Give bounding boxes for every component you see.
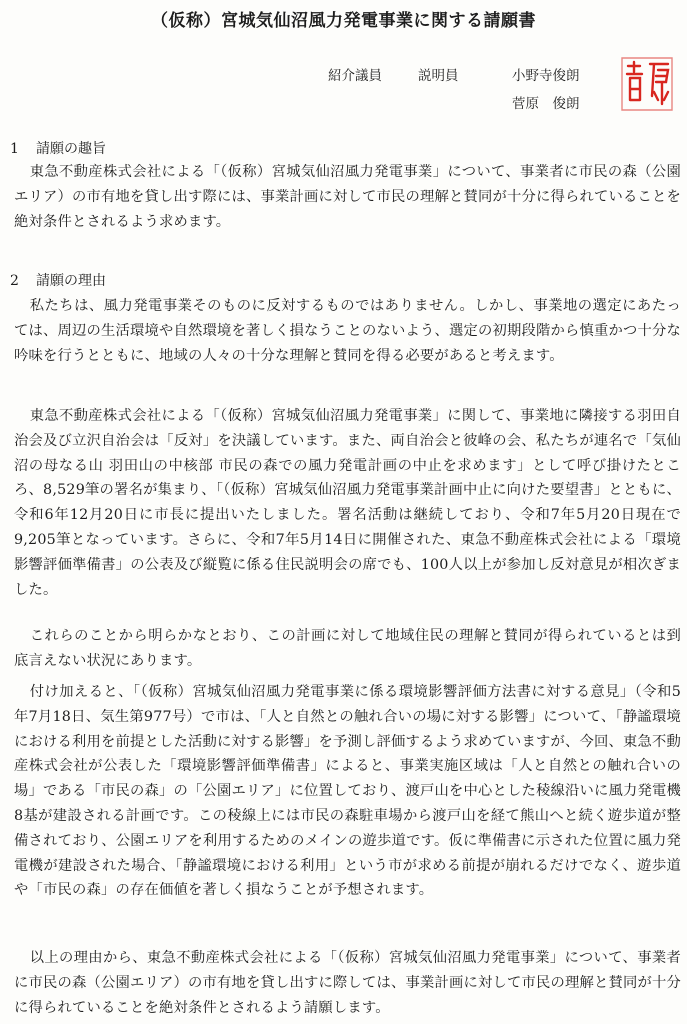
reason-paragraph-5: 以上の理由から、東急不動産株式会社による「（仮称）宮城気仙沼風力発電事業」について、事業者に市民の森（公園エリア）の市有地を貸し出すに際しては、事業計画に対して市民の理解と賛同が十分に得られていることを絶対条件とされるよう請願します。 [14, 950, 681, 1016]
reason-paragraph-2: 東急不動産株式会社による「（仮称）宮城気仙沼風力発電事業」に関して、事業地に隣接する羽田自治会及び立沢自治会は「反対」を決議しています。また、両自治会と彼峰の会、私たちが連名で「気仙沼の母なる山 羽田山の中核部 市民の森での風力発電計画の中止を求めます」として呼び掛けたところ、8,529筆の署名が集まり、「（仮称）宮城気仙沼風力発電事業計画中止に向けた要望書」とともに、令和6年12月20日に市長に提出いたしました。署名活動は継続しており、令和7年5月20日現在で9,205筆となっています。さらに、令和7年5月14日に開催された、東急不動産株式会社による「環境影響評価準備書」の公表及び縦覧に係る住民説明会の席でも、100人以上が参加し反対意見が相次ぎました。 [14, 408, 681, 598]
reason-paragraph-4: 付け加えると、「（仮称）宮城気仙沼風力発電事業に係る環境影響評価方法書に対する意見」（令和5年7月18日、気生第977号）で市は、「人と自然との触れ合いの場に対する影響」について、「静謐環境における利用を前提とした活動に対する影響」を予測し評価するよう求めていますが、今回、東急不動産株式会社が公表した「環境影響評価準備書」によると、事業実施区域は「人と自然との触れ合いの場」である「市民の森」の「公園エリア」に位置しており、渡戸山を中心とした稜線沿いに風力発電機8基が建設される計画です。この稜線上には市民の森駐車場から渡戸山を経て熊山へと続く遊歩道が整備されており、公園エリアを利用するためのメインの遊歩道です。仮に準備書に示された位置に風力発電機が建設された場合、「静謐環境における利用」という市が求める前提が崩れるだけでなく、遊歩道や「市民の森」の存在価値を著しく損なうことが予想されます。 [14, 684, 681, 899]
section-1-title: 請願の趣旨 [36, 141, 106, 157]
section-1-heading [10, 138, 106, 158]
introducer-name-2: 菅原 俊朗 [512, 96, 580, 112]
introducer-name-1: 小野寺俊朗 [512, 68, 580, 84]
reason-paragraph-3: これらのことから明らかなとおり、この計画に対して地域住民の理解と賛同が得られているとは到底言えない状況にあります。 [14, 628, 681, 669]
section-1-number: 1 [10, 141, 19, 157]
document-title: （仮称）宮城気仙沼風力発電事業に関する請願書 [151, 11, 536, 31]
introducer-label: 紹介議員 [328, 68, 382, 84]
reason-paragraph-1: 私たちは、風力発電事業そのものに反対するものではありません。しかし、事業地の選定にあたっては、周辺の生活環境や自然環境を著しく損なうことのないよう、選定の初期段階から慎重かつ十分な吟味を行うとともに、地域の人々の十分な理解と賛同を得る必要があると考えます。 [14, 298, 681, 364]
section-2-heading [10, 270, 106, 290]
section-2-title: 請願の理由 [36, 273, 106, 289]
explainer-label: 説明員 [418, 68, 459, 84]
section-1-body: 東急不動産株式会社による「（仮称）宮城気仙沼風力発電事業」について、事業者に市民の森（公園エリア）の市有地を貸し出す際には、事業計画に対して市民の理解と賛同が十分に得られていることを絶対条件とされるよう求めます。 [14, 164, 681, 230]
name-seal-stamp [618, 52, 676, 114]
section-2-number: 2 [10, 273, 19, 289]
